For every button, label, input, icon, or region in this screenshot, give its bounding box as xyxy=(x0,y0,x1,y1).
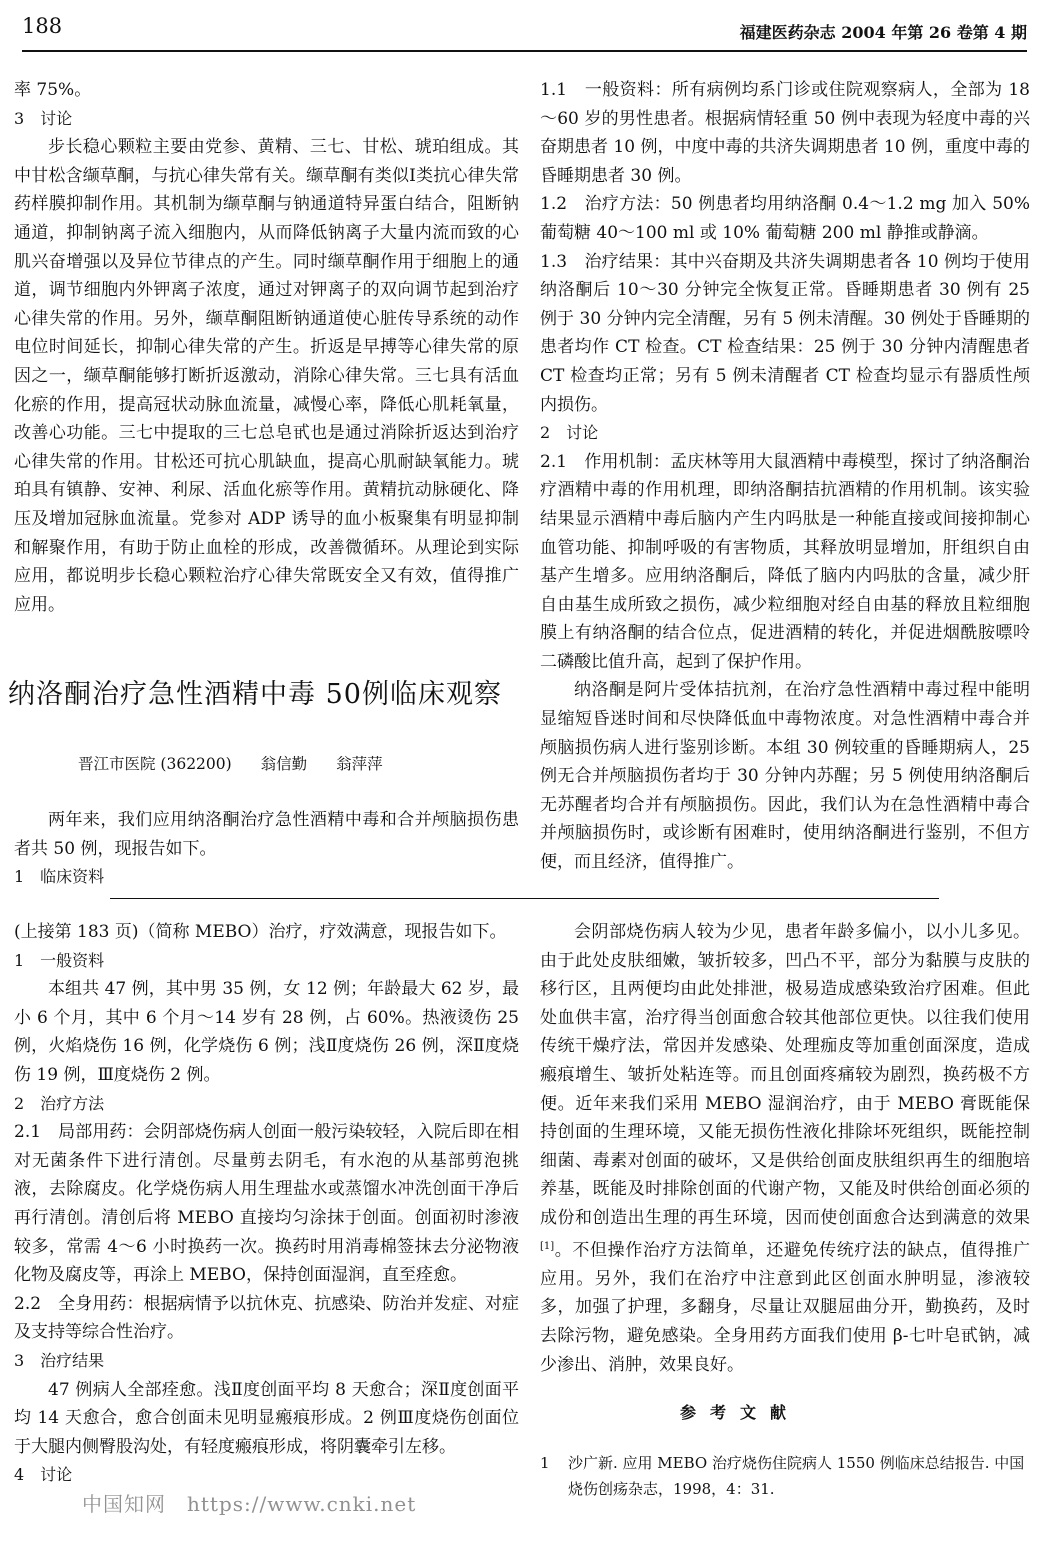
prev-article-last-line: 率 75%。 xyxy=(14,80,92,100)
reference-item xyxy=(540,1450,1030,1502)
article-intro: 两年来，我们应用纳洛酮治疗急性酒精中毒和合并颅脑损伤患者共 50 例，现报告如下。 xyxy=(14,810,519,859)
continued-general-paragraph: 本组共 47 例，其中男 35 例，女 12 例；年龄最大 62 岁，最小 6 个月，其中 6 个月～14 岁有 28 例，占 60%。热液烫伤 25 例，火焰烧伤 16 例，化学烧伤 6 例；浅Ⅱ度烧伤 26 例，深Ⅱ度烧伤 19 例，Ⅲ度烧伤 2 例。 xyxy=(14,979,519,1085)
article-section-2-1: 2.1 作用机制：孟庆林等用大鼠酒精中毒模型，探讨了纳洛酮治疗酒精中毒的作用机理，即纳洛酮拮抗酒精的作用机制。该实验结果显示酒精中毒后脑内产生内吗肽是一种能直接或间接抑制心血管功能、抑制呼吸的有害物质，其释放明显增加，肝组织自由基产生增多。应用纳洛酮后，降低了脑内内吗肽的含量，减少肝自由基生成所致之损伤，减少粒细胞对经自由基的释放且粒细胞膜上有纳洛酮的结合位点，促进酒精的转化，并促进烟酰胺嘌呤二磷酸比值升高，起到了保护作用。 xyxy=(540,451,1030,672)
continued-section-2-1: 2.1 局部用药：会阴部烧伤病人创面一般污染较轻，入院后即在相对无菌条件下进行清创。尽量剪去阴毛，有水泡的从基部剪泡挑液，去除腐皮。化学烧伤病人用生理盐水或蒸馏水冲洗创面干净后再行清创。清创后将 MEBO 直接均匀涂抹于创面。创面初时渗液较多，常需 4～6 小时换药一次。换药时用消毒棉签抹去分泌物液化物及腐皮等，再涂上 MEBO，保持创面湿润，直至痊愈。 xyxy=(14,1122,519,1286)
continued-article-right-column xyxy=(540,918,1030,1379)
article-section-1-2: 1.2 治疗方法：50 例患者均用纳洛酮 0.4～1.2 mg 加入 50% 葡萄糖 40～100 ml 或 10% 葡萄糖 200 ml 静推或静滴。 xyxy=(540,194,1030,243)
article-intro-column xyxy=(14,806,519,892)
reference-number: 1 xyxy=(540,1454,550,1472)
page-number: 188 xyxy=(22,14,63,38)
prev-article-section-discussion: 3 讨论 xyxy=(14,108,73,128)
continued-section-general: 1 一般资料 xyxy=(14,950,105,970)
article-section-clinical-data: 1 临床资料 xyxy=(14,867,105,887)
references-heading: 参考文献 xyxy=(680,1403,801,1422)
reference-text: 沙广新. 应用 MEBO 治疗烧伤住院病人 1550 例临床总结报告. 中国烧伤创疡杂志，1998，4：31. xyxy=(568,1454,1025,1498)
journal-header: 福建医药杂志 2004 年第 26 卷第 4 期 xyxy=(739,23,1027,42)
continued-from-line: (上接第 183 页)（简称 MEBO）治疗，疗效满意，现报告如下。 xyxy=(14,922,507,942)
article-discussion-paragraph: 纳洛酮是阿片受体拮抗剂，在治疗急性酒精中毒过程中能明显缩短昏迷时间和尽快降低血中毒物浓度。对急性酒精中毒合并颅脑损伤病人进行鉴别诊断。本组 30 例较重的昏睡期病人，25 例无合并颅脑损伤者均于 30 分钟内苏醒；另 5 例使用纳洛酮后无苏醒者均合并有颅脑损伤。因此，我们认为在急性酒精中毒合并颅脑损伤时，或诊断有困难时，使用纳洛酮进行鉴别，不但方便，而且经济，值得推广。 xyxy=(540,680,1030,873)
continued-discussion-paragraph: 会阴部烧伤病人较为少见，患者年龄多偏小，以小儿多见。由于此处皮肤细嫩，皱折较多，凹凸不平，部分为黏膜与皮肤的移行区，且两便均由此处排泄，极易造成感染致治疗困难。但此处血供丰富，治疗得当创面愈合较其他部位更快。以往我们使用传统干燥疗法，常因并发感染、处理痂皮等加重创面深度，造成瘢痕增生、皱折处粘连等。而且创面疼痛较为剧烈，换药极不方便。近年来我们采用 MEBO 湿润治疗，由于 MEBO 膏既能保持创面的生理环境，又能无损伤性液化排除坏死组织，既能控制细菌、毒素对创面的破坏，又是供给创面皮肤组织再生的细胞培养基，既能及时排除创面的代谢产物，又能及时供给创面必须的成份和创造出生理的再生环境，因而使创面愈合达到满意的效果[1]。不但操作治疗方法简单，还避免传统疗法的缺点，值得推广应用。另外，我们在治疗中注意到此区创面水肿明显，渗液较多，加强了护理，多翻身，尽量让双腿屈曲分开，勤换药，及时去除污物，避免感染。全身用药方面我们使用 β-七叶皂甙钠，减少渗出、消肿，效果良好。 xyxy=(540,922,1030,1375)
author-name: 翁萍萍 xyxy=(336,755,383,773)
article-section-1-3: 1.3 治疗结果：其中兴奋期及共济失调期患者各 10 例均于使用纳洛酮后 10～30 分钟完全恢复正常。昏睡期患者 30 例有 25 例于 30 分钟内完全清醒，另有 5 例未清醒。30 例处于昏睡期的患者均作 CT 检查。CT 检查结果：25 例于 30 分钟内清醒患者 CT 检查均正常；另有 5 例未清醒者 CT 检查均显示有器质性颅内损伤。 xyxy=(540,251,1030,415)
continued-article-left-column xyxy=(14,918,519,1490)
continued-section-results: 3 治疗结果 xyxy=(14,1350,105,1370)
author-name: 翁信勤 xyxy=(260,755,308,773)
article-byline xyxy=(78,752,518,774)
prev-article-discussion-paragraph: 步长稳心颗粒主要由党参、黄精、三七、甘松、琥珀组成。其中甘松含缬草酮，与抗心律失常有关。缬草酮有类似Ⅰ类抗心律失常药样膜抑制作用。其机制为缬草酮与钠通道特异蛋白结合，阻断钠通道，抑制钠离子流入细胞内，从而降低钠离子大量内流而致的心肌兴奋增强以及异位节律点的产生。同时缬草酮作用于细胞上的通道，调节细胞内外钾离子浓度，通过对钾离子的双向调节起到治疗心律失常的作用。另外，缬草酮阻断钠通道使心脏传导系统的动作电位时间延长，抑制心律失常的产生。折返是早搏等心律失常的原因之一，缬草酮能够打断折返激动，消除心律失常。三七具有活血化瘀的作用，提高冠状动脉血流量，减慢心率，降低心肌耗氧量，改善心功能。三七中提取的三七总皂甙也是通过消除折返达到治疗心律失常的作用。甘松还可抗心肌缺血，提高心肌耐缺氧能力。琥珀具有镇静、安神、利尿、活血化瘀等作用。黄精抗动脉硬化、降压及增加冠脉血流量。党参对 ADP 诱导的血小板聚集有明显抑制和解聚作用，有助于防止血栓的形成，改善微循环。从理论到实际应用，都说明步长稳心颗粒治疗心律失常既安全又有效，值得推广应用。 xyxy=(14,137,519,615)
continued-section-treatment: 2 治疗方法 xyxy=(14,1093,105,1113)
continued-section-2-2: 2.2 全身用药：根据病情予以抗休克、抗感染、防治并发症、对症及支持等综合性治疗。 xyxy=(14,1293,519,1343)
header-rule xyxy=(22,50,1027,52)
continued-results-paragraph: 47 例病人全部痊愈。浅Ⅱ度创面平均 8 天愈合；深Ⅱ度创面平均 14 天愈合，愈合创面未见明显瘢痕形成。2 例Ⅲ度烧伤创面位于大腿内侧臀股沟处，有轻度瘢痕形成，将阴囊牵引左移。 xyxy=(14,1379,519,1457)
article-section-1-1: 1.1 一般资料：所有病例均系门诊或住院观察病人，全部为 18～60 岁的男性患者。根据病情轻重 50 例中表现为轻度中毒的兴奋期患者 10 例，中度中毒的共济失调期患者 10 例，重度中毒的昏睡期患者 30 例。 xyxy=(540,80,1030,186)
article-body-column xyxy=(540,76,1030,877)
cnki-watermark: 中国知网 https://www.cnki.net xyxy=(82,1492,417,1516)
continued-section-discussion: 4 讨论 xyxy=(14,1465,73,1485)
author-affiliation: 晋江市医院 (362200) xyxy=(78,755,232,773)
prev-article-column xyxy=(14,76,519,619)
article-section-discussion: 2 讨论 xyxy=(540,423,599,443)
article-separator-rule xyxy=(110,898,939,899)
citation-marker[interactable]: [1] xyxy=(540,1240,555,1252)
article-title: 纳洛酮治疗急性酒精中毒 50例临床观察 xyxy=(8,679,502,710)
